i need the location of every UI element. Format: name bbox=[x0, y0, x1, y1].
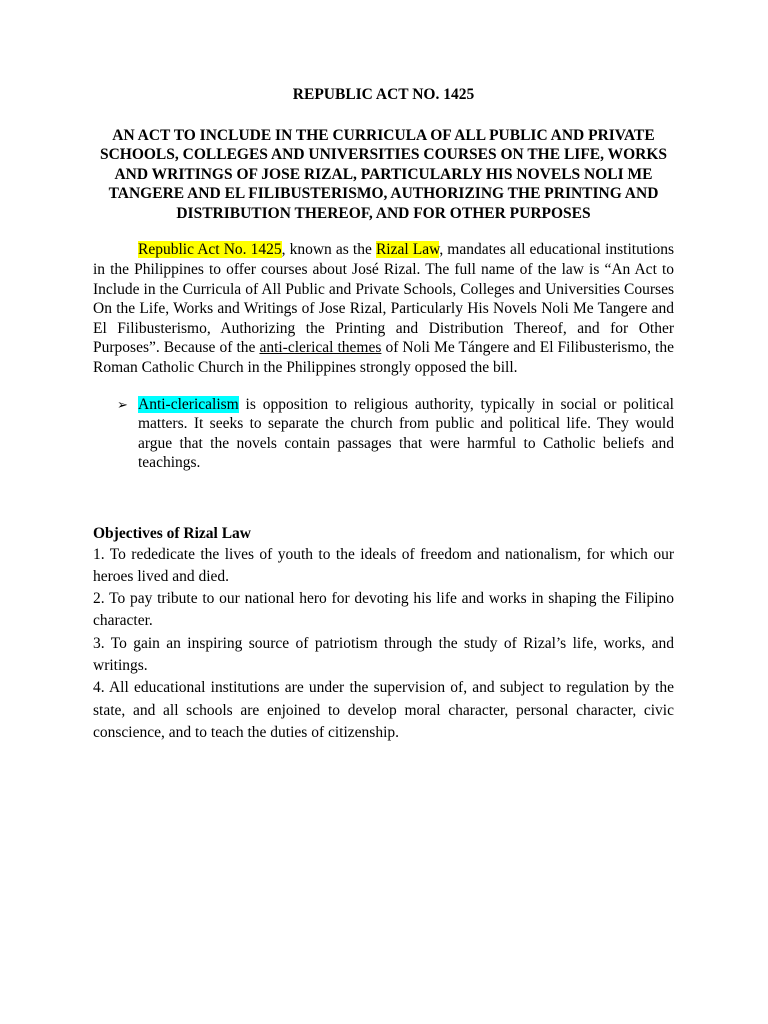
underlined-anti-clerical-themes: anti-clerical themes bbox=[259, 339, 382, 357]
highlighted-act-number: Republic Act No. 1425 bbox=[138, 241, 282, 259]
document-title: REPUBLIC ACT NO. 1425 bbox=[292, 86, 475, 103]
intro-text-b: , mandates all educational institutions in the Philippines to offer courses about José Rizal. The full name of the law is “An Act to Include in the Curricula of All Public and Private Schools, Colleges and Universities Courses On the Life, Works and Writings of Jose Rizal, Particularly His Novels Noli Me Tangere and El Filibusterismo, Authorizing the Printing and Distribution Thereof, and for Other Purposes”. Because of the bbox=[93, 241, 674, 357]
bullet-definition: is opposition to religious authority, typically in social or political matters. It seeks to separate the church from public and political life. They would argue that the novels contain passages that were harmful to Catholic beliefs and teachings. bbox=[138, 395, 674, 472]
document-subtitle: AN ACT TO INCLUDE IN THE CURRICULA OF ALL PUBLIC AND PRIVATE SCHOOLS, COLLEGES AND UNIVERSITIES COURSES ON THE LIFE, WORKS AND WRITINGS OF JOSE RIZAL, PARTICULARLY HIS NOVELS NOLI ME TANGERE AND EL FILIBUSTERISMO, AUTHORIZING THE PRINTING AND DISTRIBUTION THEREOF, AND FOR OTHER PURPOSES bbox=[99, 126, 668, 222]
document-page bbox=[93, 85, 674, 744]
intro-text-a: , known as the bbox=[281, 241, 376, 259]
objective-item: 2. To pay tribute to our national hero for devoting his life and works in shaping the Filipino character. bbox=[93, 590, 674, 630]
objectives-heading: Objectives of Rizal Law bbox=[93, 525, 251, 542]
highlighted-anti-clericalism: Anti-clericalism bbox=[138, 395, 239, 413]
objective-item: 3. To gain an inspiring source of patriotism through the study of Rizal’s life, works, and writings. bbox=[93, 634, 674, 675]
objective-item: 4. All educational institutions are under the supervision of, and subject to regulation by the state, and all schools are enjoined to develop moral character, personal character, civic conscience, and to teach the duties of citizenship. bbox=[93, 679, 674, 741]
objective-item: 1. To rededicate the lives of youth to the ideals of freedom and nationalism, for which our heroes lived and died. bbox=[93, 545, 674, 585]
intro-text-c: of Noli Me Tángere and El Filibusterismo, the Roman Catholic Church in the Philippines strongly opposed the bill. bbox=[93, 339, 674, 377]
arrowhead-bullet-icon: ➢ bbox=[117, 396, 128, 412]
objectives-list bbox=[93, 544, 674, 745]
intro-paragraph bbox=[93, 240, 674, 377]
highlighted-rizal-law: Rizal Law bbox=[375, 241, 440, 259]
anti-clericalism-bullet bbox=[117, 395, 674, 473]
bullet-text bbox=[138, 395, 674, 473]
